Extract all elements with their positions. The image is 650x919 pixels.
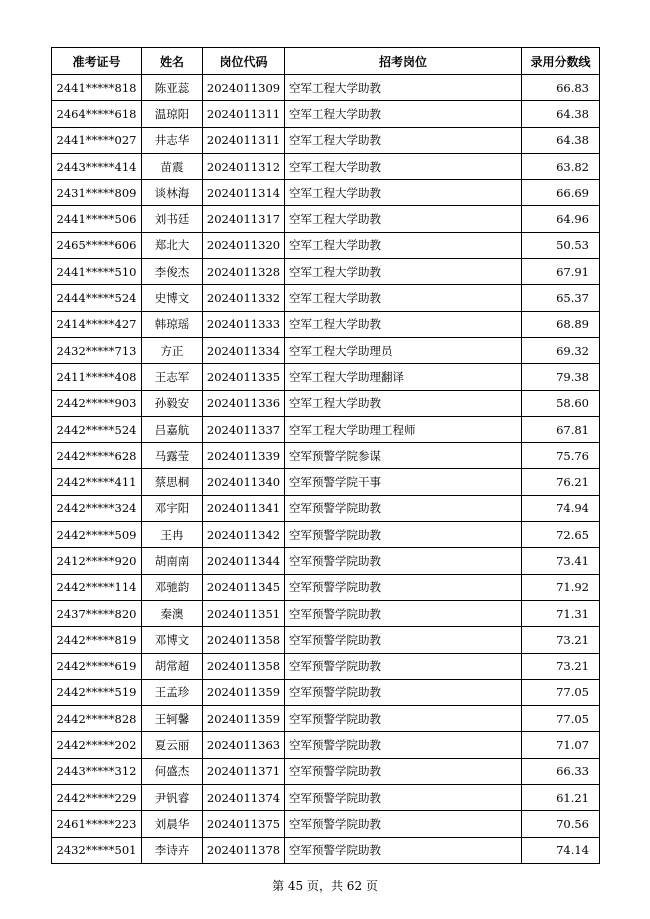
name-cell: 孙毅安 [142, 390, 203, 416]
score-cell: 71.92 [522, 574, 600, 600]
position-cell: 空军工程大学助教 [285, 75, 522, 101]
position-cell: 空军预警学院助教 [285, 574, 522, 600]
position-cell: 空军工程大学助教 [285, 206, 522, 232]
table-row [52, 101, 600, 127]
position-cell: 空军预警学院助教 [285, 837, 522, 863]
exam-id-cell: 2442*****819 [52, 627, 142, 653]
score-cell: 64.38 [522, 127, 600, 153]
name-cell: 陈亚蕊 [142, 75, 203, 101]
table-row [52, 153, 600, 179]
score-cell: 73.21 [522, 627, 600, 653]
table-row [52, 522, 600, 548]
exam-id-cell: 2441*****510 [52, 259, 142, 285]
exam-id-cell: 2442*****524 [52, 416, 142, 442]
exam-id-cell: 2442*****411 [52, 469, 142, 495]
position-code-cell: 2024011337 [203, 416, 285, 442]
admission-score-table [51, 47, 600, 864]
table-row [52, 811, 600, 837]
exam-id-cell: 2442*****619 [52, 653, 142, 679]
score-cell: 69.32 [522, 337, 600, 363]
name-cell: 井志华 [142, 127, 203, 153]
exam-id-cell: 2442*****202 [52, 732, 142, 758]
position-cell: 空军工程大学助教 [285, 127, 522, 153]
score-cell: 74.14 [522, 837, 600, 863]
table-row [52, 837, 600, 863]
table-row [52, 311, 600, 337]
exam-id-cell: 2442*****324 [52, 495, 142, 521]
exam-id-cell: 2444*****524 [52, 285, 142, 311]
position-code-cell: 2024011351 [203, 600, 285, 626]
position-code-cell: 2024011345 [203, 574, 285, 600]
position-code-cell: 2024011333 [203, 311, 285, 337]
position-cell: 空军工程大学助理翻译 [285, 364, 522, 390]
position-code-cell: 2024011334 [203, 337, 285, 363]
exam-id-cell: 2441*****027 [52, 127, 142, 153]
table-row [52, 706, 600, 732]
position-cell: 空军预警学院助教 [285, 679, 522, 705]
position-code-cell: 2024011359 [203, 679, 285, 705]
score-cell: 75.76 [522, 443, 600, 469]
position-cell: 空军预警学院助教 [285, 495, 522, 521]
score-cell: 72.65 [522, 522, 600, 548]
exam-id-cell: 2443*****414 [52, 153, 142, 179]
name-cell: 刘晨华 [142, 811, 203, 837]
exam-id-cell: 2431*****809 [52, 180, 142, 206]
header-position-code: 岗位代码 [203, 48, 285, 75]
name-cell: 胡常超 [142, 653, 203, 679]
position-cell: 空军工程大学助教 [285, 390, 522, 416]
exam-id-cell: 2442*****628 [52, 443, 142, 469]
position-code-cell: 2024011371 [203, 758, 285, 784]
table-row [52, 679, 600, 705]
exam-id-cell: 2461*****223 [52, 811, 142, 837]
score-cell: 67.91 [522, 259, 600, 285]
page-footer: 第 45 页，共 62 页 [272, 879, 378, 893]
position-cell: 空军工程大学助教 [285, 311, 522, 337]
position-cell: 空军工程大学助教 [285, 232, 522, 258]
score-cell: 76.21 [522, 469, 600, 495]
table-header-row [52, 48, 600, 75]
score-cell: 66.33 [522, 758, 600, 784]
position-code-cell: 2024011335 [203, 364, 285, 390]
score-cell: 77.05 [522, 679, 600, 705]
score-cell: 68.89 [522, 311, 600, 337]
exam-id-cell: 2437*****820 [52, 600, 142, 626]
name-cell: 李俊杰 [142, 259, 203, 285]
table-row [52, 758, 600, 784]
table-row [52, 337, 600, 363]
position-code-cell: 2024011358 [203, 627, 285, 653]
exam-id-cell: 2441*****818 [52, 75, 142, 101]
exam-id-cell: 2441*****506 [52, 206, 142, 232]
score-cell: 66.69 [522, 180, 600, 206]
position-cell: 空军工程大学助教 [285, 153, 522, 179]
position-code-cell: 2024011332 [203, 285, 285, 311]
table-row [52, 600, 600, 626]
name-cell: 韩琼瑶 [142, 311, 203, 337]
name-cell: 何盛杰 [142, 758, 203, 784]
position-code-cell: 2024011340 [203, 469, 285, 495]
exam-id-cell: 2411*****408 [52, 364, 142, 390]
table-row [52, 548, 600, 574]
name-cell: 苗震 [142, 153, 203, 179]
name-cell: 王轲馨 [142, 706, 203, 732]
name-cell: 刘书廷 [142, 206, 203, 232]
table-row [52, 443, 600, 469]
position-cell: 空军预警学院助教 [285, 758, 522, 784]
score-cell: 64.96 [522, 206, 600, 232]
score-cell: 67.81 [522, 416, 600, 442]
score-cell: 63.82 [522, 153, 600, 179]
exam-id-cell: 2414*****427 [52, 311, 142, 337]
exam-id-cell: 2412*****920 [52, 548, 142, 574]
name-cell: 邓宇阳 [142, 495, 203, 521]
exam-id-cell: 2442*****903 [52, 390, 142, 416]
position-cell: 空军工程大学助教 [285, 180, 522, 206]
name-cell: 吕嘉航 [142, 416, 203, 442]
name-cell: 王孟珍 [142, 679, 203, 705]
position-cell: 空军预警学院助教 [285, 522, 522, 548]
name-cell: 夏云丽 [142, 732, 203, 758]
position-cell: 空军预警学院助教 [285, 706, 522, 732]
exam-id-cell: 2464*****618 [52, 101, 142, 127]
name-cell: 尹钒睿 [142, 785, 203, 811]
table-row [52, 127, 600, 153]
position-code-cell: 2024011378 [203, 837, 285, 863]
header-name: 姓名 [142, 48, 203, 75]
position-code-cell: 2024011336 [203, 390, 285, 416]
position-code-cell: 2024011317 [203, 206, 285, 232]
position-code-cell: 2024011320 [203, 232, 285, 258]
table-row [52, 653, 600, 679]
name-cell: 邓驰韵 [142, 574, 203, 600]
exam-id-cell: 2465*****606 [52, 232, 142, 258]
name-cell: 王冉 [142, 522, 203, 548]
position-cell: 空军预警学院助教 [285, 548, 522, 574]
position-cell: 空军工程大学助教 [285, 259, 522, 285]
name-cell: 蔡思桐 [142, 469, 203, 495]
position-code-cell: 2024011311 [203, 101, 285, 127]
position-cell: 空军工程大学助理员 [285, 337, 522, 363]
score-cell: 65.37 [522, 285, 600, 311]
header-position: 招考岗位 [285, 48, 522, 75]
position-cell: 空军预警学院助教 [285, 653, 522, 679]
name-cell: 方正 [142, 337, 203, 363]
table-row [52, 285, 600, 311]
position-code-cell: 2024011328 [203, 259, 285, 285]
name-cell: 王志军 [142, 364, 203, 390]
position-code-cell: 2024011312 [203, 153, 285, 179]
position-code-cell: 2024011341 [203, 495, 285, 521]
position-code-cell: 2024011375 [203, 811, 285, 837]
position-cell: 空军预警学院助教 [285, 627, 522, 653]
position-code-cell: 2024011374 [203, 785, 285, 811]
header-exam-id: 准考证号 [52, 48, 142, 75]
position-code-cell: 2024011309 [203, 75, 285, 101]
name-cell: 胡南南 [142, 548, 203, 574]
exam-id-cell: 2432*****501 [52, 837, 142, 863]
name-cell: 温琼阳 [142, 101, 203, 127]
position-cell: 空军工程大学助理工程师 [285, 416, 522, 442]
table-row [52, 416, 600, 442]
exam-id-cell: 2432*****713 [52, 337, 142, 363]
exam-id-cell: 2443*****312 [52, 758, 142, 784]
name-cell: 马露莹 [142, 443, 203, 469]
score-cell: 71.31 [522, 600, 600, 626]
name-cell: 邓博文 [142, 627, 203, 653]
table-row [52, 364, 600, 390]
position-cell: 空军预警学院助教 [285, 600, 522, 626]
position-code-cell: 2024011363 [203, 732, 285, 758]
exam-id-cell: 2442*****509 [52, 522, 142, 548]
score-cell: 50.53 [522, 232, 600, 258]
position-cell: 空军预警学院参谋 [285, 443, 522, 469]
exam-id-cell: 2442*****114 [52, 574, 142, 600]
table-row [52, 259, 600, 285]
position-code-cell: 2024011344 [203, 548, 285, 574]
exam-id-cell: 2442*****519 [52, 679, 142, 705]
table-row [52, 627, 600, 653]
table-row [52, 785, 600, 811]
position-cell: 空军预警学院助教 [285, 811, 522, 837]
position-cell: 空军工程大学助教 [285, 285, 522, 311]
position-code-cell: 2024011339 [203, 443, 285, 469]
name-cell: 谈林海 [142, 180, 203, 206]
position-cell: 空军预警学院助教 [285, 785, 522, 811]
table-body [52, 75, 600, 864]
position-code-cell: 2024011342 [203, 522, 285, 548]
position-code-cell: 2024011358 [203, 653, 285, 679]
position-cell: 空军工程大学助教 [285, 101, 522, 127]
name-cell: 李诗卉 [142, 837, 203, 863]
score-cell: 64.38 [522, 101, 600, 127]
score-cell: 79.38 [522, 364, 600, 390]
exam-id-cell: 2442*****828 [52, 706, 142, 732]
table-row [52, 574, 600, 600]
exam-id-cell: 2442*****229 [52, 785, 142, 811]
score-cell: 77.05 [522, 706, 600, 732]
table-row [52, 390, 600, 416]
score-cell: 73.21 [522, 653, 600, 679]
position-code-cell: 2024011311 [203, 127, 285, 153]
score-cell: 71.07 [522, 732, 600, 758]
table-row [52, 732, 600, 758]
position-cell: 空军预警学院助教 [285, 732, 522, 758]
table-row [52, 495, 600, 521]
table-row [52, 206, 600, 232]
name-cell: 郑北大 [142, 232, 203, 258]
table-row [52, 232, 600, 258]
header-score-line: 录用分数线 [522, 48, 600, 75]
name-cell: 秦澳 [142, 600, 203, 626]
score-cell: 58.60 [522, 390, 600, 416]
table-row [52, 75, 600, 101]
position-code-cell: 2024011314 [203, 180, 285, 206]
position-code-cell: 2024011359 [203, 706, 285, 732]
table-row [52, 469, 600, 495]
name-cell: 史博文 [142, 285, 203, 311]
position-cell: 空军预警学院干事 [285, 469, 522, 495]
score-cell: 61.21 [522, 785, 600, 811]
score-cell: 74.94 [522, 495, 600, 521]
table-row [52, 180, 600, 206]
score-cell: 73.41 [522, 548, 600, 574]
score-cell: 70.56 [522, 811, 600, 837]
score-cell: 66.83 [522, 75, 600, 101]
